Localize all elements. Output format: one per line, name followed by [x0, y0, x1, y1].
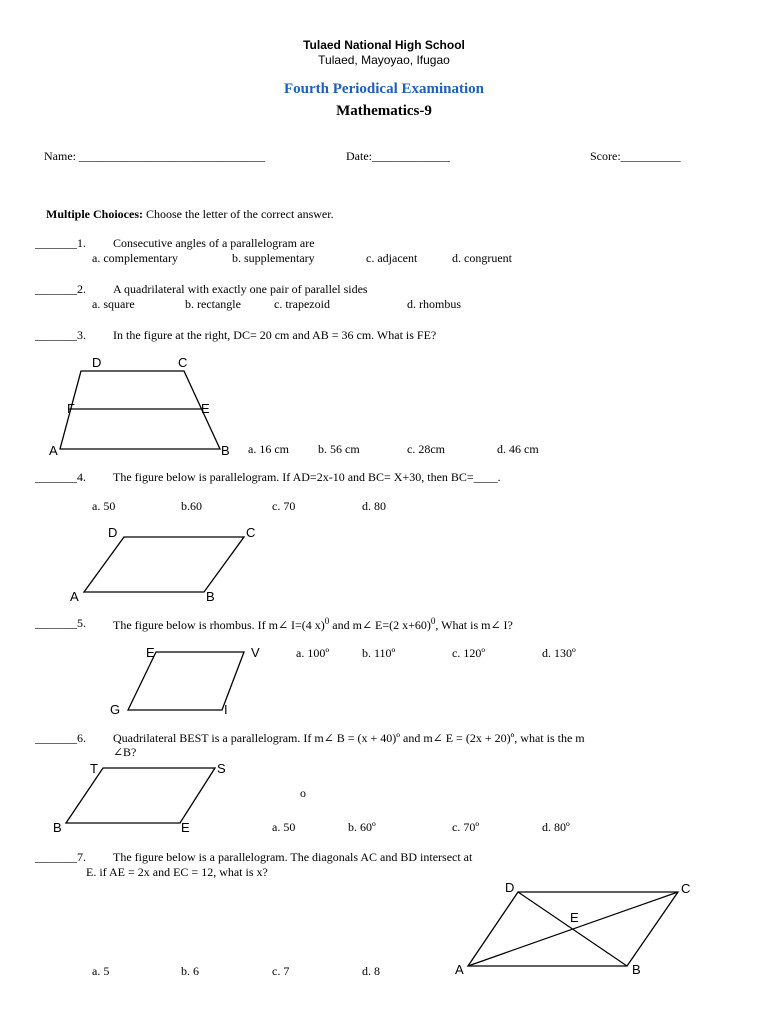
q3-choice-a: a. 16 cm [248, 442, 289, 456]
q5-sup-a: 0 [324, 616, 330, 626]
q3-text: In the figure at the right, DC= 20 cm and AB = 36 cm. What is FE? [113, 328, 437, 342]
q7-blank: _______7. [35, 850, 86, 864]
q2-choice-d: d. rhombus [407, 297, 461, 311]
q4-label-a: A [70, 589, 79, 604]
q4-label-d: D [108, 525, 118, 540]
q7-text: The figure below is a parallelogram. The diagonals AC and BD intersect at [113, 850, 473, 864]
q3-label-c: C [178, 355, 188, 370]
q6-choice-b: b. 60º [348, 820, 376, 834]
q1-choice-c: c. adjacent [366, 251, 418, 265]
q5-choice-c: c. 120º [452, 646, 486, 660]
q7-label-a: A [455, 962, 464, 977]
q6-text-cont: ∠B? [113, 745, 137, 759]
q3-blank: _______3. [35, 328, 86, 342]
q6-blank: _______6. [35, 731, 86, 745]
q4-choice-d: d. 80 [362, 499, 386, 513]
q7-choice-a: a. 5 [92, 964, 110, 978]
q7-label-e: E [570, 910, 579, 925]
school-name: Tulaed National High School [303, 38, 465, 52]
q1-choice-d: d. congruent [452, 251, 512, 265]
q1-choice-b: b. supplementary [232, 251, 315, 265]
instructions-label: Multiple Choioces: [46, 207, 143, 221]
name-field: Name: _______________________________ [44, 149, 265, 163]
q1-choice-a: a. complementary [92, 251, 178, 265]
q6-choice-c: c. 70º [452, 820, 480, 834]
q3-choice-d: d. 46 cm [497, 442, 539, 456]
q5-label-e: E [146, 645, 155, 660]
q7-choice-b: b. 6 [181, 964, 199, 978]
q6-stray-mark: o [300, 786, 306, 800]
q5-label-v: V [251, 645, 260, 660]
q3-label-d: D [92, 355, 102, 370]
q7-choice-d: d. 8 [362, 964, 380, 978]
q3-choice-c: c. 28cm [407, 442, 445, 456]
q6-text: Quadrilateral BEST is a parallelogram. If m∠ B = (x + 40)º and m∠ E = (2x + 20)º, what is the m [113, 731, 585, 745]
q7-label-b: B [632, 962, 641, 977]
q7-label-c: C [681, 881, 691, 896]
q7-label-d: D [505, 880, 515, 895]
q2-text: A quadrilateral with exactly one pair of parallel sides [113, 282, 368, 296]
q5-text-b: and m∠ E=(2 x+60) [329, 618, 431, 632]
q5-text-a: The figure below is rhombus. If m∠ I=(4 x) [113, 618, 325, 632]
subject-title: Mathematics-9 [336, 103, 432, 119]
q4-blank: _______4. [35, 470, 86, 484]
q3-label-a: A [49, 443, 58, 458]
score-field: Score:__________ [590, 149, 681, 163]
q7-diagonal-bd [518, 892, 627, 966]
q2-choice-c: c. trapezoid [274, 297, 330, 311]
q5-label-g: G [110, 702, 121, 717]
q5-sup-b: 0 [430, 616, 436, 626]
q6-choice-d: d. 80º [542, 820, 570, 834]
date-field: Date:_____________ [346, 149, 450, 163]
q6-label-t: T [90, 761, 98, 776]
q5-choice-a: a. 100º [296, 646, 330, 660]
exam-title: Fourth Periodical Examination [284, 81, 484, 97]
q5-choice-d: d. 130º [542, 646, 576, 660]
q7-text-cont: E. if AE = 2x and EC = 12, what is x? [86, 865, 268, 879]
q4-text: The figure below is parallelogram. If AD=2x-10 and BC= X+30, then BC=____. [113, 470, 501, 484]
q5-blank: _______5. [35, 616, 86, 630]
q1-text: Consecutive angles of a parallelogram are [113, 236, 315, 250]
q5-choice-b: b. 110º [362, 646, 396, 660]
q1-blank: _______1. [35, 236, 86, 250]
q6-choice-a: a. 50 [272, 820, 296, 834]
q4-choice-a: a. 50 [92, 499, 116, 513]
q6-label-b: B [53, 820, 62, 835]
q7-choice-c: c. 7 [272, 964, 290, 978]
q5-text-c: , What is m∠ I? [435, 618, 513, 632]
q6-label-e: E [181, 820, 190, 835]
q3-label-b: B [221, 443, 230, 458]
q4-label-b: B [206, 589, 215, 604]
q2-choice-a: a. square [92, 297, 135, 311]
q4-label-c: C [246, 525, 256, 540]
q3-choice-b: b. 56 cm [318, 442, 360, 456]
q4-choice-c: c. 70 [272, 499, 296, 513]
q5-label-i: I [224, 702, 228, 717]
q2-blank: _______2. [35, 282, 86, 296]
school-address: Tulaed, Mayoyao, Ifugao [318, 53, 450, 67]
instructions-text: Choose the letter of the correct answer. [143, 207, 334, 221]
q3-label-e: E [201, 401, 210, 416]
q2-choice-b: b. rectangle [185, 297, 241, 311]
q6-label-s: S [217, 761, 226, 776]
q4-choice-b: b.60 [181, 499, 202, 513]
q3-label-f: F [67, 401, 75, 416]
